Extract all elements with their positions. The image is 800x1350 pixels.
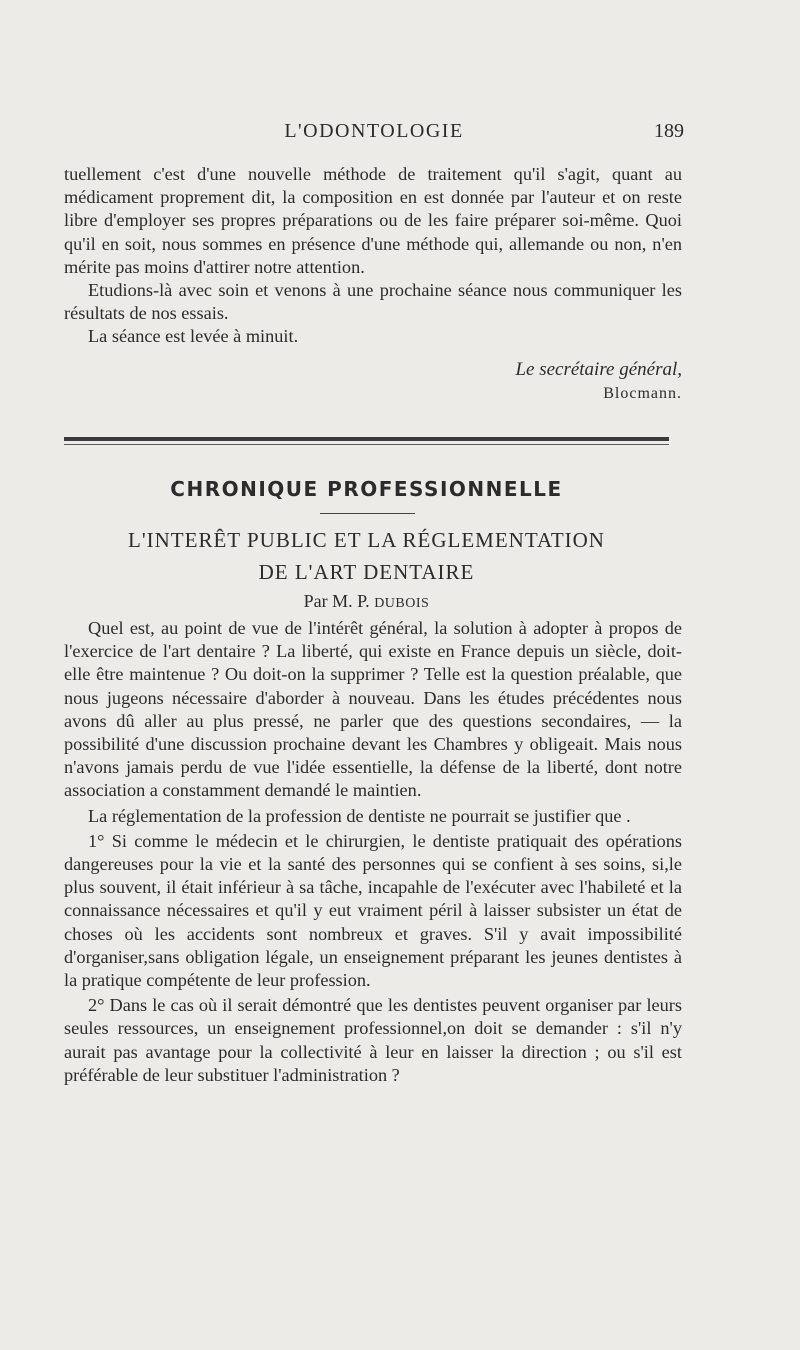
signature-role: Le secrétaire général, (515, 359, 682, 380)
page-number: 189 (654, 120, 684, 142)
section-divider (64, 437, 669, 441)
paragraph: La séance est levée à minuit. (88, 326, 299, 347)
running-head (64, 120, 684, 150)
article-title-line-1: L'INTERÊT PUBLIC ET LA RÉGLEMENTATION (128, 528, 605, 552)
title-rule (320, 513, 415, 514)
signature-name: Blocmann. (603, 385, 682, 402)
section-divider-thin (64, 444, 669, 445)
paragraph: Quel est, au point de vue de l'intérêt général, la solution à adopter à propos de l'exercice de l'art dentaire ? La liberté, qui existe en France depuis un siècle, doit-elle être maintenue ? Ou doit-on la supprimer ? Telle est la question préalable, que nous jugeons nécessaire d'aborder à nouveau. Dans les études précédentes nous avons dû aller au plus pressé, ne parler que des questions secondaires, — la possibilité d'une discussion prochaine devant les Chambres y obligeait. Mais nous n'avons jamais perdu de vue l'idée essentielle, la défense de la liberté, dont notre association a constamment demandé le maintien. (64, 618, 682, 801)
paragraph: Etudions-là avec soin et venons à une prochaine séance nous communiquer les résultats de nos essais. (64, 280, 682, 324)
paragraph: 1° Si comme le médecin et le chirurgien, le dentiste pratiquait des opérations dangereuses pour la vie et la santé des personnes qui se confient à ses soins, si,le plus souvent, il était inférieur à sa tâche, incapahle de l'exécuter avec l'habileté et la connaissance nécessaires et qu'il y eut vraiment péril à laisser subsister un état de choses où les accidents sont nombreux et graves. S'il y avait impossibilité d'organiser,sans obligation légale, un enseignement préparant les jeunes dentistes à la pratique compétente de leur profession. (64, 830, 682, 991)
paragraph: La réglementation de la profession de dentiste ne pourrait se justifier que . (88, 805, 631, 826)
byline (64, 591, 669, 612)
paragraph: 2° Dans le cas où il serait démontré que les dentistes peuvent organiser par leurs seules ressources, un enseignement professionnel,on doit se demander : s'il n'y aurait pas avantage pour la collectivité à leur en laisser la direction ; ou s'il est préférable de leur substituer l'administration ? (64, 995, 682, 1085)
journal-title: L'ODONTOLOGIE (284, 120, 464, 142)
article-body (64, 617, 682, 1087)
byline-prefix: Par M. P. (303, 591, 370, 611)
paragraph: tuellement c'est d'une nouvelle méthode de traitement qu'il s'agit, quant au médicament proprement dit, la composition en est donnée par l'auteur et on reste libre d'employer ses propres préparations ou de les faire préparer soi-même. Quoi qu'il en soit, nous sommes en présence d'une méthode qui, allemande ou non, n'en mérite pas moins d'attirer notre attention. (64, 164, 682, 277)
continuation-text (64, 163, 682, 349)
section-title: CHRONIQUE PROFESSIONNELLE (170, 477, 563, 501)
byline-author: DUBOIS (374, 596, 430, 611)
article-title-line-2: DE L'ART DENTAIRE (258, 560, 475, 584)
